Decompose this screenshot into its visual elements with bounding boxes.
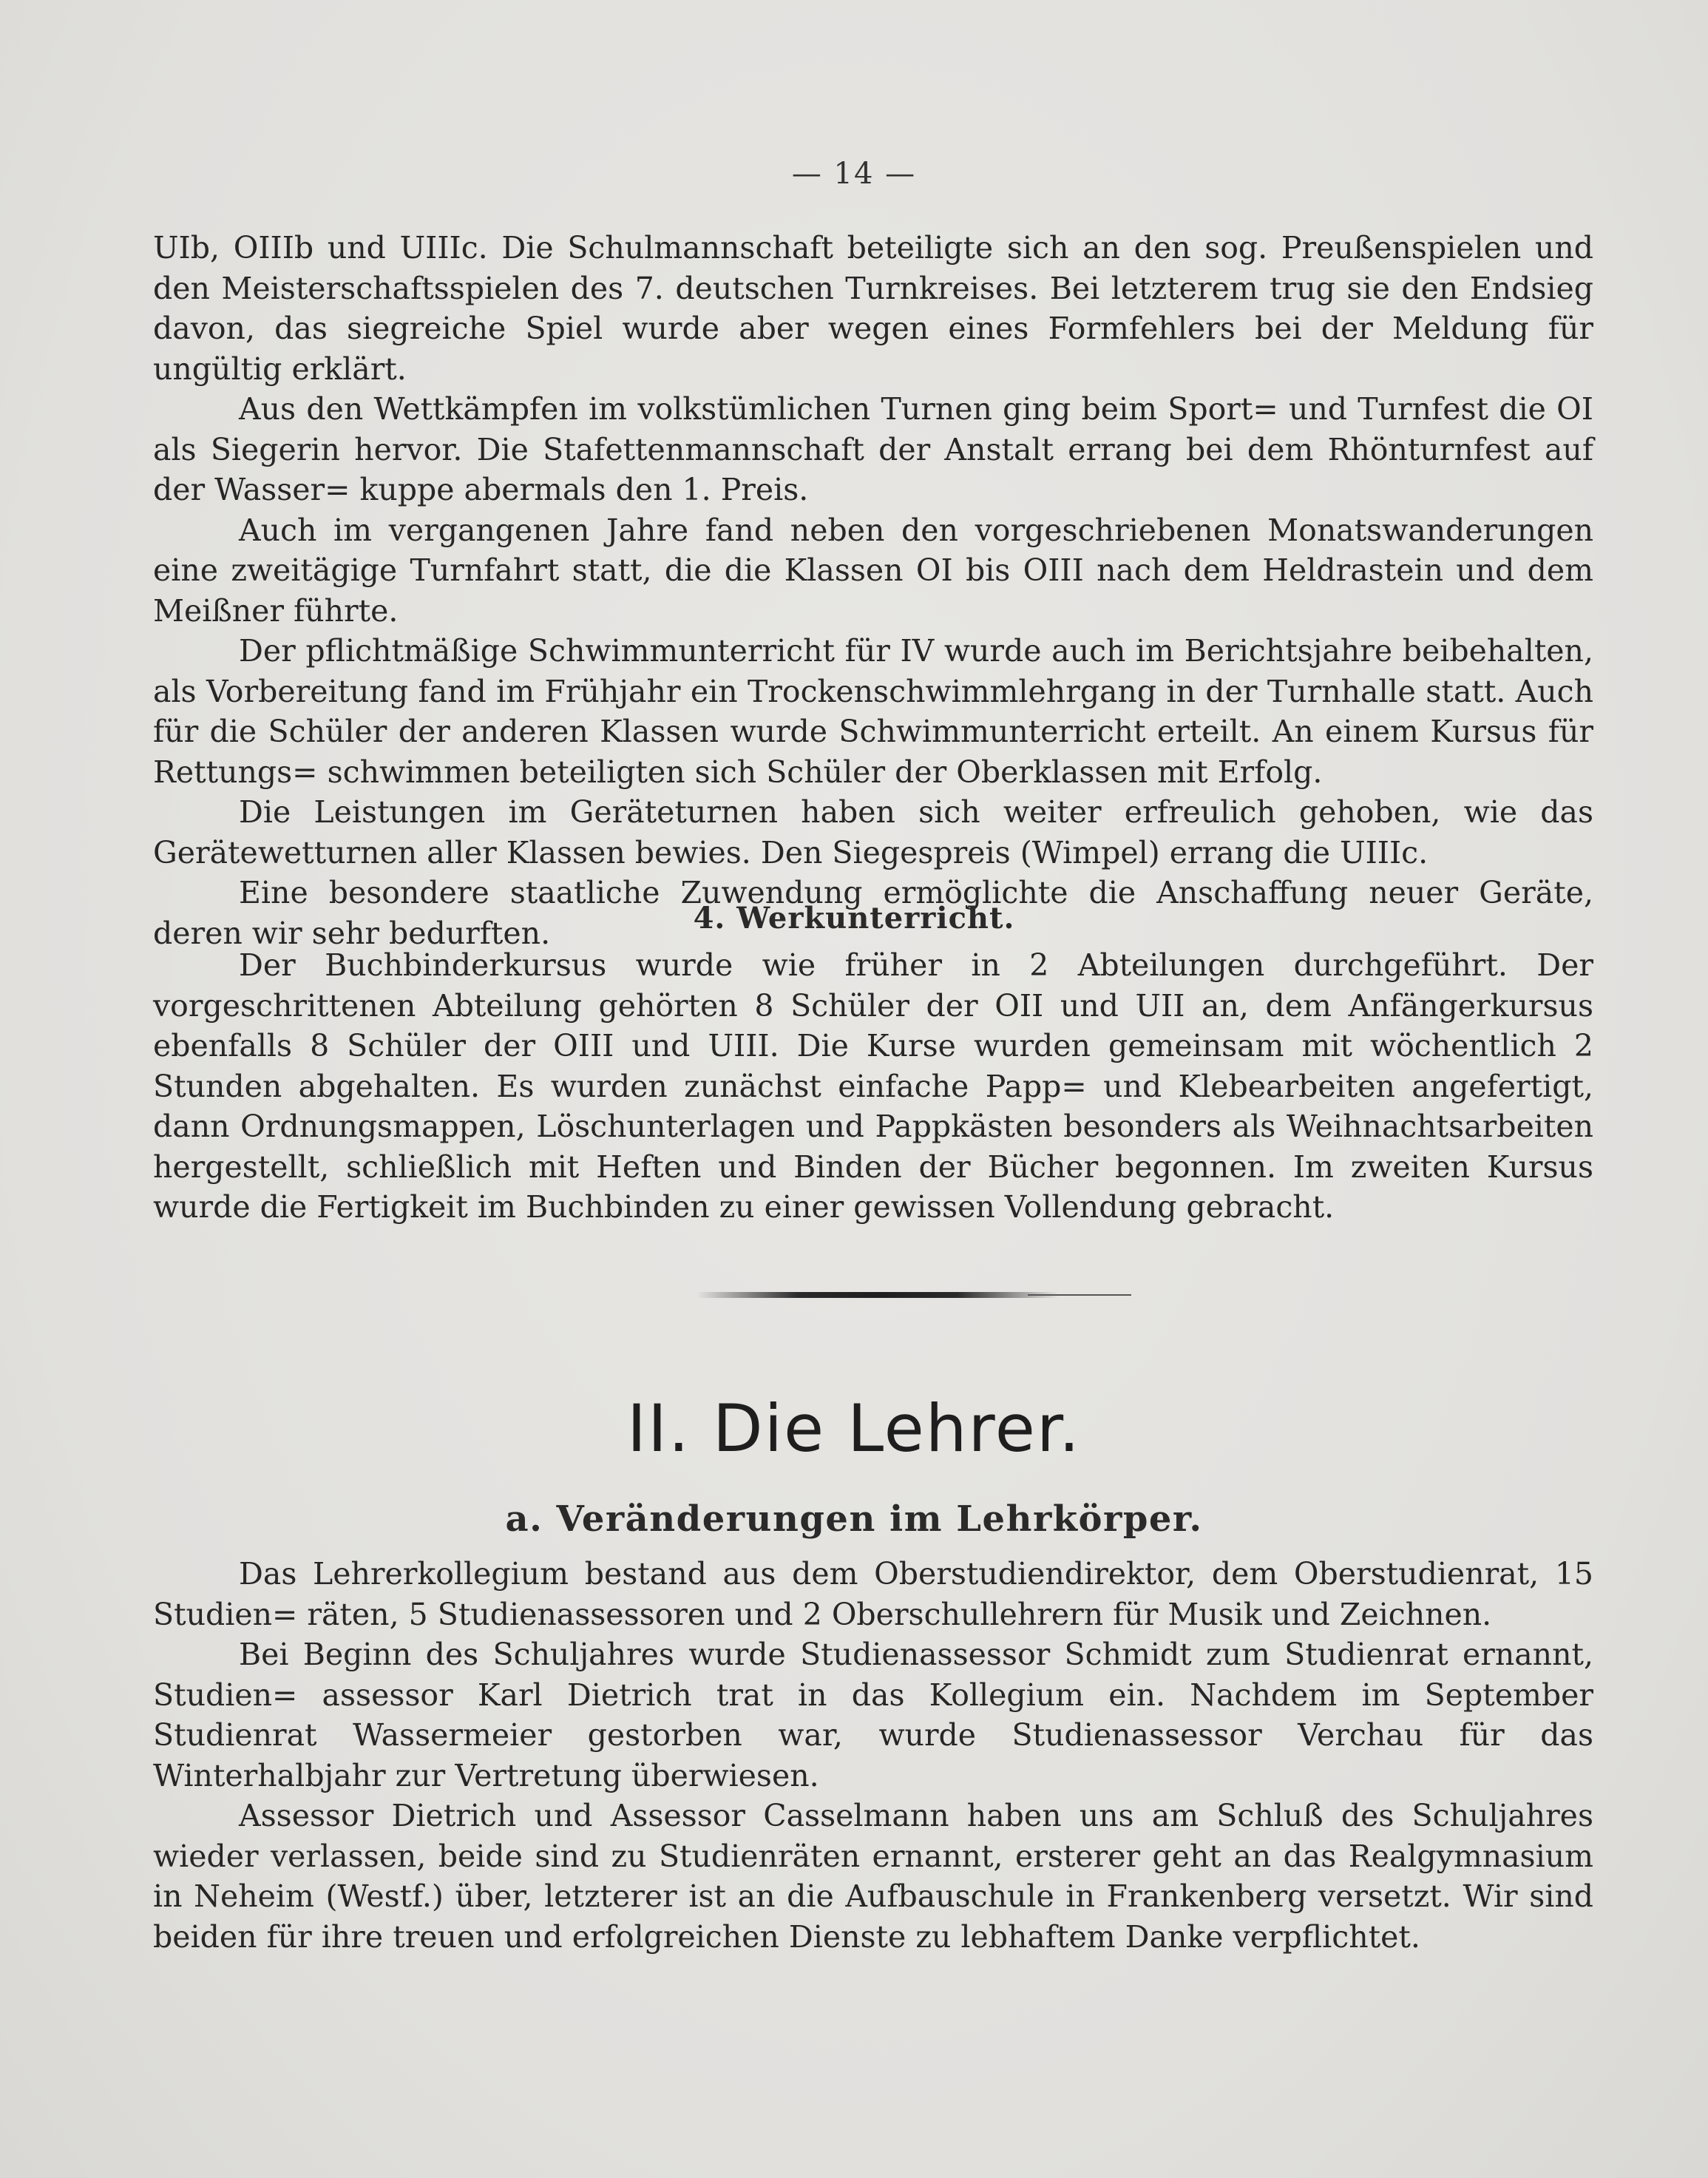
paragraph: Die Leistungen im Geräteturnen haben sich weiter erfreulich gehoben, wie das Gerätewetturnen aller Klassen bewies. Den Siegespreis (Wimpel) errang die UIIIc. bbox=[153, 794, 1593, 870]
paragraph: Assessor Dietrich und Assessor Casselmann haben uns am Schluß des Schuljahres wieder verlassen, beide sind zu Studienräten ernannt, ersterer geht an das Realgymnasium in Neheim (Westf.) über, letzterer ist an die Aufbauschule in Frankenberg versetzt. Wir sind beiden für ihre treuen und erfolgreichen Dienste zu lebhaftem Danke verpflichtet. bbox=[153, 1798, 1593, 1955]
page-number: — 14 — bbox=[791, 157, 917, 191]
paragraph: Eine besondere staatliche Zuwendung ermöglichte die Anschaffung neuer Geräte, deren wir sehr bedurften. bbox=[153, 875, 1593, 951]
paragraph: Bei Beginn des Schuljahres wurde Studienassessor Schmidt zum Studienrat ernannt, Studien= assessor Karl Dietrich trat in das Kollegium ein. Nachdem im September Studienrat Wassermeier gestorben war, wurde Studienassessor Verchau für das Winterhalbjahr zur Vertretung überwiesen. bbox=[153, 1637, 1593, 1793]
werkunterricht-heading: 4. Werkunterricht. bbox=[693, 901, 1015, 936]
sport-section bbox=[153, 228, 1593, 953]
werkunterricht-section bbox=[153, 945, 1593, 1228]
section-divider-tail bbox=[1028, 1294, 1131, 1296]
chapter-title: II. Die Lehrer. bbox=[626, 1390, 1082, 1467]
paragraph: Auch im vergangenen Jahre fand neben den vorgeschriebenen Monatswanderungen eine zweitägige Turnfahrt statt, die die Klassen OI bis OIII nach dem Heldrastein und dem Meißner führte. bbox=[153, 512, 1593, 629]
paragraph: Aus den Wettkämpfen im volkstümlichen Turnen ging beim Sport= und Turnfest die OI als Siegerin hervor. Die Stafettenmannschaft der Anstalt errang bei dem Rhönturnfest auf der Wasser= kuppe abermals den 1. Preis. bbox=[153, 391, 1593, 507]
lehrkoerper-section bbox=[153, 1554, 1593, 1957]
paragraph: Der Buchbinderkursus wurde wie früher in 2 Abteilungen durchgeführt. Der vorgeschrittenen Abteilung gehörten 8 Schüler der OII und UII an, dem Anfängerkursus ebenfalls 8 Schüler der OIII und UIII. Die Kurse wurden gemeinsam mit wöchentlich 2 Stunden abgehalten. Es wurden zunächst einfache Papp= und Klebearbeiten angefertigt, dann Ordnungsmappen, Löschunterlagen und Pappkästen besonders als Weihnachtsarbeiten hergestellt, schließlich mit Heften und Binden der Bücher begonnen. Im zweiten Kursus wurde die Fertigkeit im Buchbinden zu einer gewissen Vollendung gebracht. bbox=[153, 947, 1593, 1225]
paragraph: Der pflichtmäßige Schwimmunterricht für IV wurde auch im Berichtsjahre beibehalten, als Vorbereitung fand im Frühjahr ein Trockenschwimmlehrgang in der Turnhalle statt. Auch für die Schüler der anderen Klassen wurde Schwimmunterricht erteilt. An einem Kursus für Rettungs= schwimmen beteiligten sich Schüler der Oberklassen mit Erfolg. bbox=[153, 633, 1593, 790]
lehrkoerper-heading: a. Veränderungen im Lehrkörper. bbox=[505, 1498, 1203, 1540]
paragraph: UIb, OIIIb und UIIIc. Die Schulmannschaft beteiligte sich an den sog. Preußenspielen und den Meisterschaftsspielen des 7. deutschen Turnkreises. Bei letzterem trug sie den Endsieg davon, das siegreiche Spiel wurde aber wegen eines Formfehlers bei der Meldung für ungültig erklärt. bbox=[153, 230, 1593, 387]
section-divider-rule bbox=[697, 1292, 1059, 1298]
paragraph: Das Lehrerkollegium bestand aus dem Oberstudiendirektor, dem Oberstudienrat, 15 Studien= räten, 5 Studienassessoren und 2 Oberschullehrern für Musik und Zeichnen. bbox=[153, 1556, 1593, 1632]
